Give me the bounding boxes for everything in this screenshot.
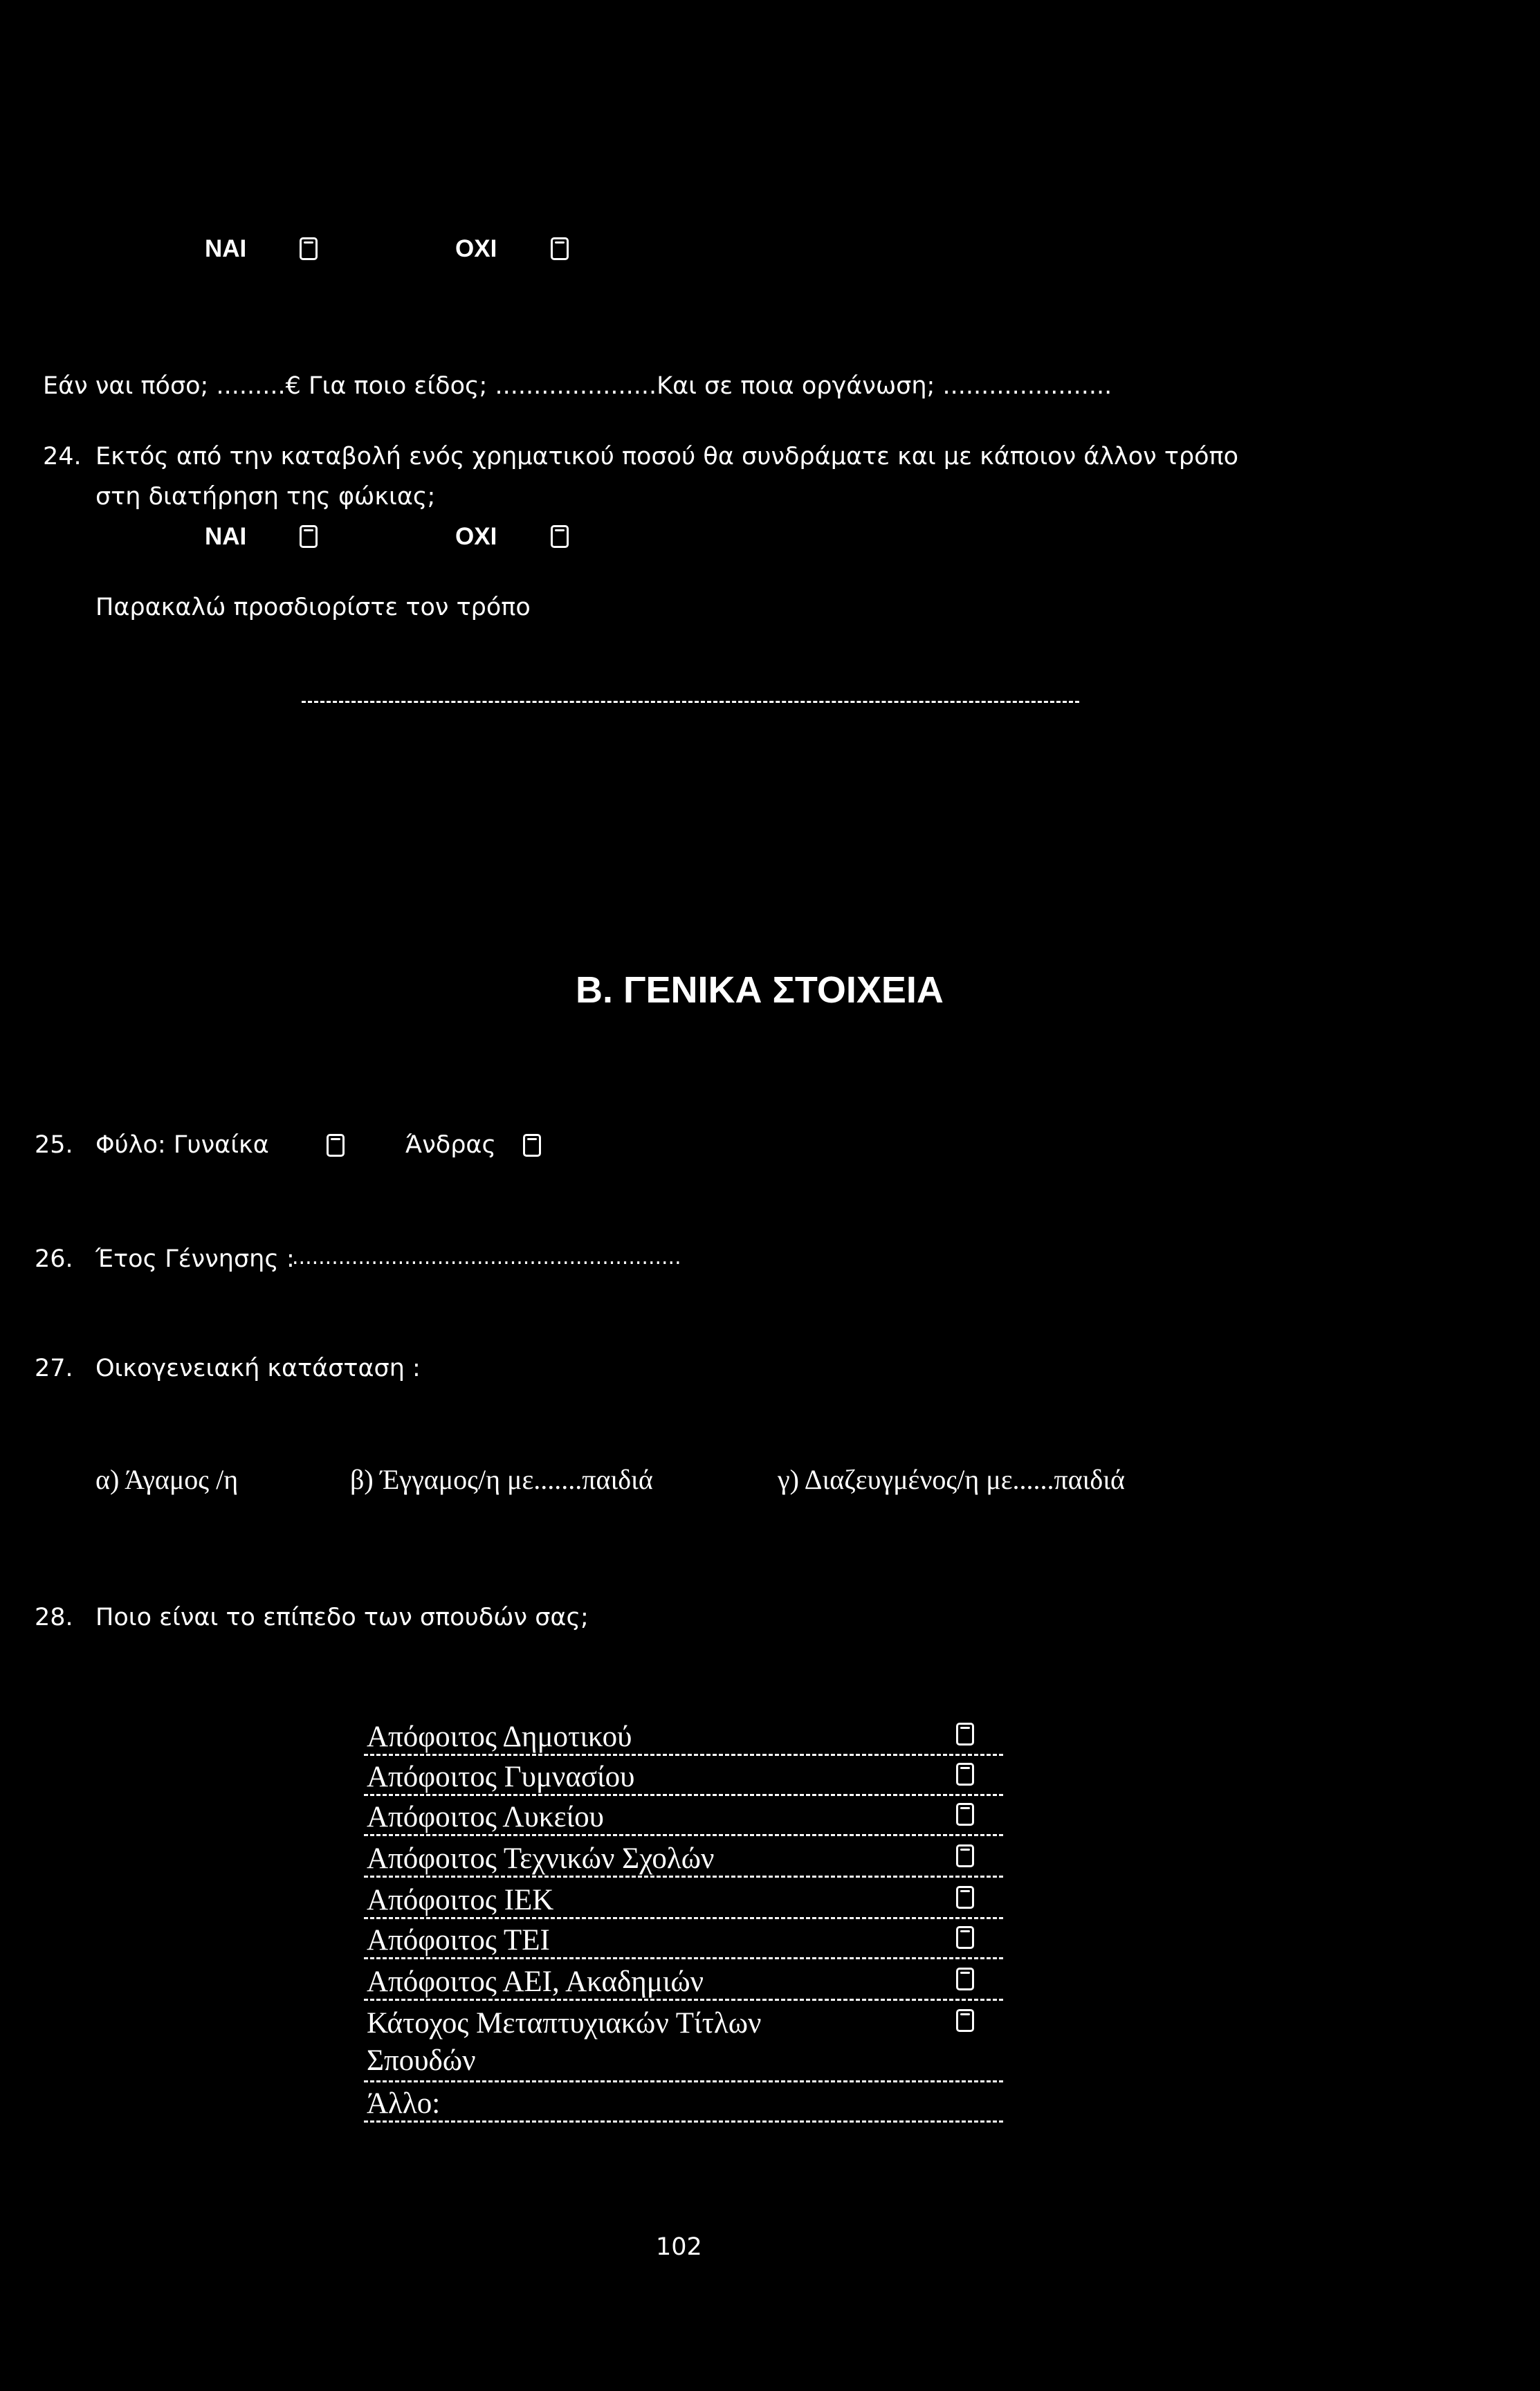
q24-no-label: ΟΧΙ xyxy=(455,523,497,550)
education-checkbox[interactable] xyxy=(956,1968,974,1990)
dashed-line xyxy=(364,1999,1003,2001)
married-children-suffix: παιδιά xyxy=(582,1464,653,1495)
organization-label: Και σε ποια οργάνωση; xyxy=(657,372,935,400)
education-checkbox[interactable] xyxy=(956,1803,974,1826)
education-option-label: Απόφοιτος ΤΕΙ xyxy=(367,1924,550,1957)
education-checkbox[interactable] xyxy=(956,1763,974,1786)
education-checkbox[interactable] xyxy=(956,1844,974,1867)
kind-blank[interactable]: ..................... xyxy=(495,372,657,400)
married-children-blank[interactable]: ....... xyxy=(533,1464,583,1495)
education-option[interactable] xyxy=(367,1756,1003,1796)
education-option[interactable] xyxy=(367,1919,1003,1959)
q23-no-checkbox[interactable] xyxy=(551,237,569,260)
married-label: β) Έγγαμος/η με xyxy=(350,1464,534,1495)
single-option[interactable]: α) Άγαμος /η xyxy=(95,1464,239,1495)
section-heading: Β. ΓΕΝΙΚΑ ΣΤΟΙΧΕΙΑ xyxy=(576,969,944,1011)
q23-no-label: ΟΧΙ xyxy=(455,235,497,262)
divorced-children-blank[interactable]: ...... xyxy=(1012,1464,1054,1495)
dashed-line xyxy=(364,1957,1003,1959)
education-option-label: Κάτοχος Μεταπτυχιακών Τίτλων xyxy=(367,2007,762,2040)
female-checkbox[interactable] xyxy=(327,1134,345,1157)
education-option-label: Απόφοιτος Τεχνικών Σχολών xyxy=(367,1842,715,1875)
q25-number: 25. xyxy=(35,1131,73,1159)
education-option[interactable] xyxy=(367,2002,1003,2082)
q23-followup-line xyxy=(43,372,1112,400)
q24-question-line2: στη διατήρηση της φώκιας; xyxy=(95,483,436,511)
divorced-children-suffix: παιδιά xyxy=(1054,1464,1125,1495)
birth-year-blank[interactable]: ........................................................... xyxy=(292,1245,681,1270)
education-option[interactable] xyxy=(367,1716,1003,1756)
q25-label: Φύλο: Γυναίκα xyxy=(95,1131,269,1159)
divorced-option[interactable] xyxy=(778,1463,1125,1496)
other-field[interactable] xyxy=(364,2120,1003,2123)
kind-label: € Για ποιο είδος; xyxy=(285,372,488,400)
education-checkbox[interactable] xyxy=(956,1926,974,1949)
education-checkbox[interactable] xyxy=(956,1886,974,1909)
education-option-label: Απόφοιτος Λυκείου xyxy=(367,1801,604,1833)
education-option-label: Απόφοιτος Γυμνασίου xyxy=(367,1761,635,1793)
education-option[interactable] xyxy=(367,1838,1003,1878)
q28-label: Ποιο είναι το επίπεδο των σπουδών σας; xyxy=(95,1604,589,1631)
male-checkbox[interactable] xyxy=(523,1134,541,1157)
how-much-label: Εάν ναι πόσο; xyxy=(43,372,209,400)
dashed-line xyxy=(364,1876,1003,1878)
amount-blank[interactable]: ......... xyxy=(216,372,286,400)
q24-yes-checkbox[interactable] xyxy=(300,525,318,548)
q23-yes-label: ΝΑΙ xyxy=(205,235,247,262)
q28-number: 28. xyxy=(35,1604,73,1631)
q23-yes-checkbox[interactable] xyxy=(300,237,318,260)
q24-question-line1: Εκτός από την καταβολή ενός χρηματικού ποσού θα συνδράματε και με κάποιον άλλον τρόπο xyxy=(95,443,1239,470)
q26-label: Έτος Γέννησης : xyxy=(95,1245,295,1273)
dashed-line xyxy=(364,1834,1003,1836)
education-checkbox[interactable] xyxy=(956,2009,974,2032)
divorced-label: γ) Διαζευγμένος/η με xyxy=(778,1464,1013,1495)
q24-number: 24. xyxy=(43,443,82,470)
q24-no-checkbox[interactable] xyxy=(551,525,569,548)
education-option[interactable] xyxy=(367,1961,1003,2001)
organization-blank[interactable]: ...................... xyxy=(942,372,1112,400)
page-number: 102 xyxy=(656,2233,702,2261)
education-option-label: Απόφοιτος ΙΕΚ xyxy=(367,1884,554,1916)
q24-specify-field[interactable] xyxy=(302,701,1079,703)
education-option-label: Απόφοιτος ΑΕΙ, Ακαδημιών xyxy=(367,1966,704,1998)
male-label: Άνδρας xyxy=(405,1131,497,1159)
q27-label: Οικογενειακή κατάσταση : xyxy=(95,1355,421,1382)
q24-specify-label: Παρακαλώ προσδιορίστε τον τρόπο xyxy=(95,594,531,621)
q26-number: 26. xyxy=(35,1245,73,1273)
education-option[interactable] xyxy=(367,1879,1003,1919)
q27-number: 27. xyxy=(35,1355,73,1382)
education-option[interactable] xyxy=(367,1796,1003,1836)
education-other-option[interactable] xyxy=(367,2082,1003,2123)
other-label: Άλλο: xyxy=(367,2087,441,2120)
q24-yes-label: ΝΑΙ xyxy=(205,523,247,550)
education-option-label-cont: Σπουδών xyxy=(367,2044,476,2077)
married-option[interactable] xyxy=(350,1463,653,1496)
education-option-label: Απόφοιτος Δημοτικού xyxy=(367,1721,632,1753)
education-checkbox[interactable] xyxy=(956,1723,974,1746)
